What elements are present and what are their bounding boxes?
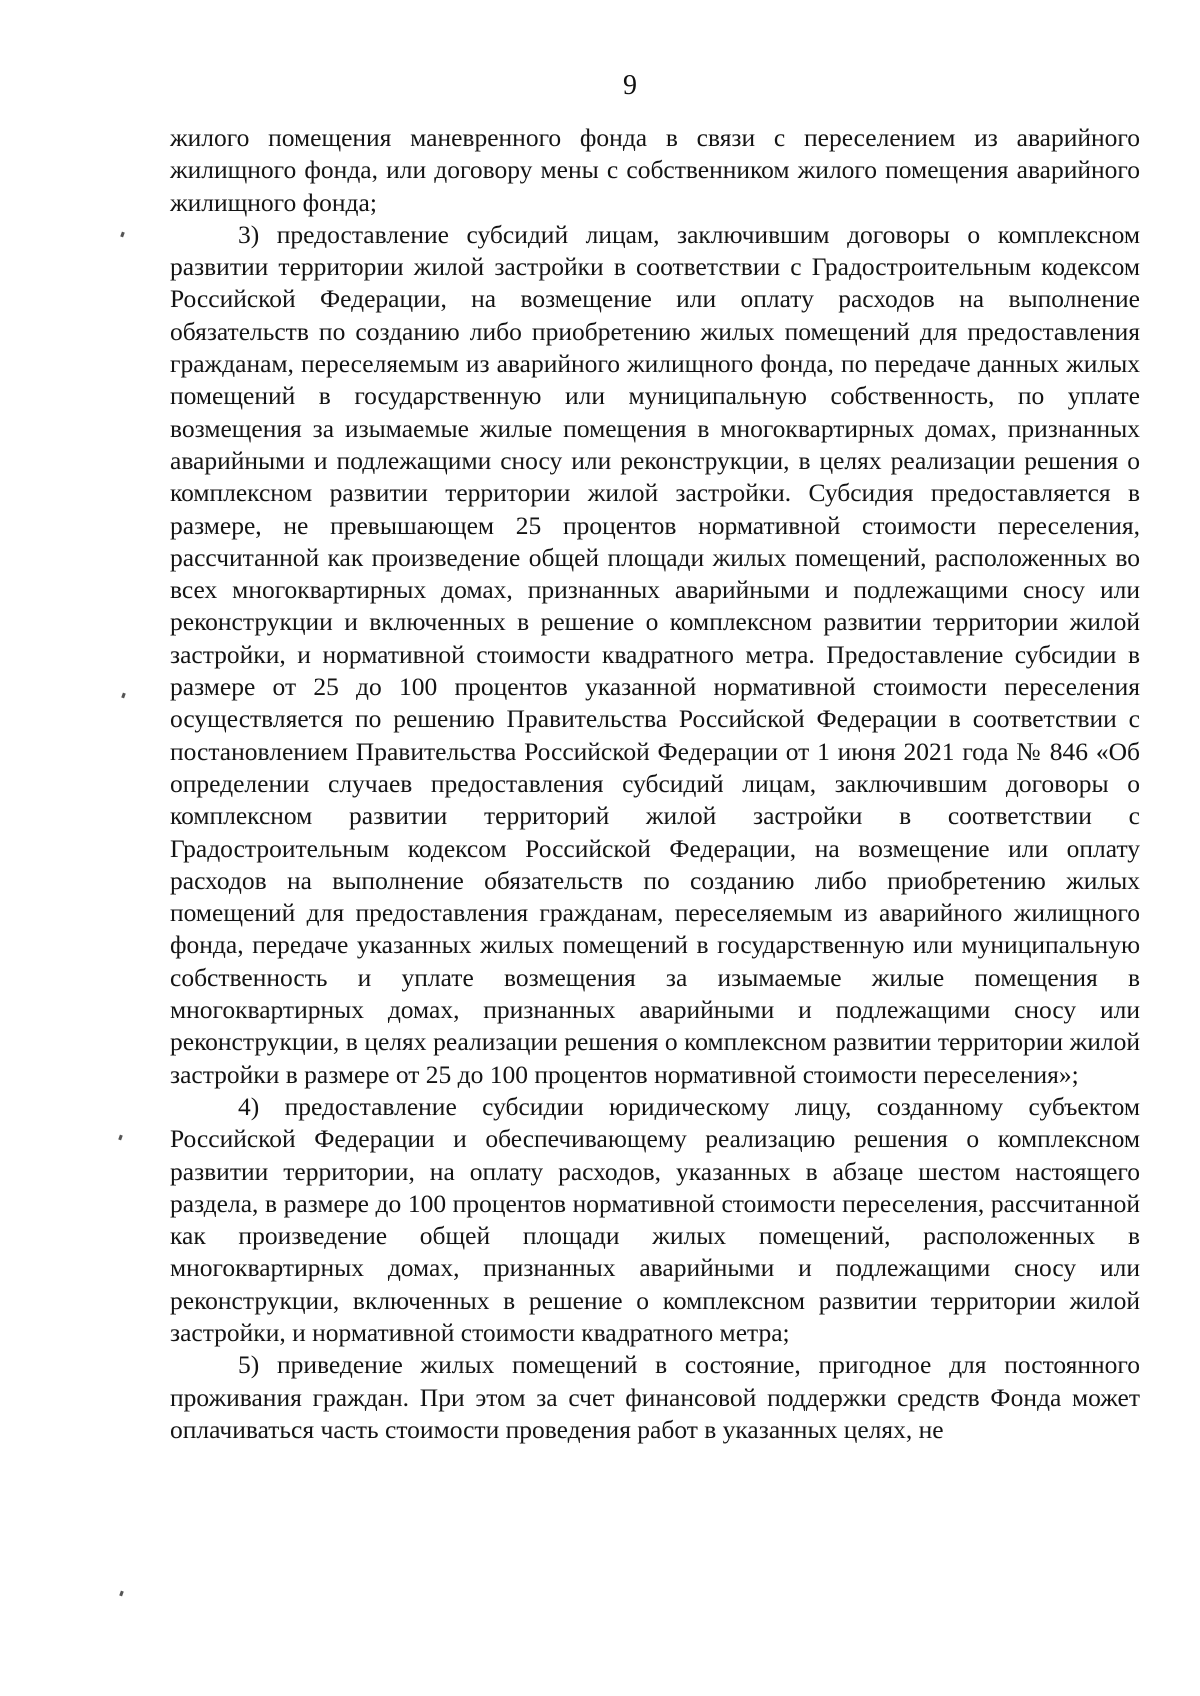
scan-speck: [121, 693, 126, 699]
document-body: [170, 122, 1140, 1446]
paragraph-item-5: 5) приведение жилых помещений в состояние, пригодное для постоянного проживания граждан. При этом за счет финансовой поддержки средств Фонда может оплачиваться часть стоимости проведения работ в указанных целях, не: [170, 1350, 1140, 1444]
scan-speck: [120, 232, 125, 238]
scan-speck: [119, 1591, 124, 1597]
scan-speck: [118, 1135, 123, 1141]
paragraph-continuation: жилого помещения маневренного фонда в связи с переселением из аварийного жилищного фонда, или договору мены с собственником жилого помещения аварийного жилищного фонда;: [170, 123, 1140, 217]
paragraph-item-4: 4) предоставление субсидии юридическому лицу, созданному субъектом Российской Федерации и обеспечивающему реализацию решения о комплексном развитии территории, на оплату расходов, указанных в абзаце шестом настоящего раздела, в размере до 100 процентов нормативной стоимости переселения, рассчитанной как произведение общей площади жилых помещений, расположенных в многоквартирных домах, признанных аварийными и подлежащими сносу или реконструкции, включенных в решение о комплексном развитии территории жилой застройки, и нормативной стоимости квадратного метра;: [170, 1091, 1140, 1347]
paragraph-item-3: 3) предоставление субсидий лицам, заключившим договоры о комплексном развитии территории жилой застройки в соответствии с Градостроительным кодексом Российской Федерации, на возмещение или оплату расходов на выполнение обязательств по созданию либо приобретению жилых помещений для предоставления гражданам, переселяемым из аварийного жилищного фонда, по передаче данных жилых помещений в государственную или муниципальную собственность, по уплате возмещения за изымаемые жилые помещения в многоквартирных домах, признанных аварийными и подлежащими сносу или реконструкции, в целях реализации решения о комплексном развитии территории жилой застройки. Субсидия предоставляется в размере, не превышающем 25 процентов нормативной стоимости переселения, рассчитанной как произведение общей площади жилых помещений, расположенных во всех многоквартирных домах, признанных аварийными и подлежащими сносу или реконструкции и включенных в решение о комплексном развитии территории жилой застройки, и нормативной стоимости квадратного метра. Предоставление субсидии в размере от 25 до 100 процентов указанной нормативной стоимости переселения осуществляется по решению Правительства Российской Федерации в соответствии с постановлением Правительства Российской Федерации от 1 июня 2021 года № 846 «Об определении случаев предоставления субсидий лицам, заключившим договоры о комплексном развитии территорий жилой застройки в соответствии с Градостроительным кодексом Российской Федерации, на возмещение или оплату расходов на выполнение обязательств по созданию либо приобретению жилых помещений для предоставления гражданам, переселяемым из аварийного жилищного фонда, передаче указанных жилых помещений в государственную или муниципальную собственность и уплате возмещения за изымаемые жилые помещения в многоквартирных домах, признанных аварийными и подлежащими сносу или реконструкции, в целях реализации решения о комплексном развитии территории жилой застройки в размере от 25 до 100 процентов нормативной стоимости переселения»;: [170, 219, 1140, 1089]
page-number: 9: [623, 70, 637, 101]
